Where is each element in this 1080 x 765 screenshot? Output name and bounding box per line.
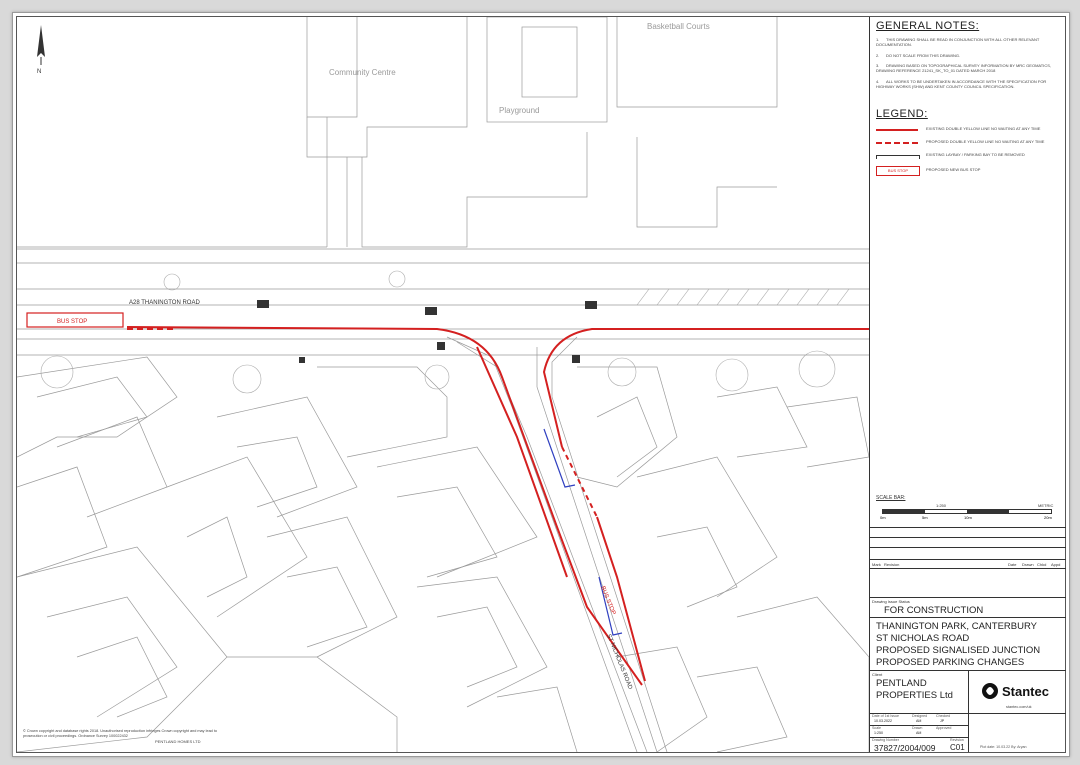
legend-item-bay: EXISTING LAYBAY / PARKING BAY TO BE REMOVED	[876, 151, 1062, 161]
hatched-area	[637, 289, 849, 305]
title-line-3: PROPOSED SIGNALISED JUNCTION	[876, 645, 1041, 656]
note-4: 4. ALL WORKS TO BE UNDERTAKEN IN ACCORDANCE WITH THE SPECIFICATION FOR HIGHWAY WORKS (SHW) AND KENT COUNTY COUNCIL SPECIFICATION.	[876, 79, 1047, 89]
note-1: 1. THIS DRAWING SHALL BE READ IN CONJUNCTION WITH ALL OTHER RELEVANT DOCUMENTATION.	[876, 37, 1040, 47]
bus-stop-label: BUS STOP	[57, 319, 88, 325]
status-label: Drawing Issue Status	[872, 599, 910, 604]
legend-item-pdyl: PROPOSED DOUBLE YELLOW LINE NO WAITING AT ANY TIME	[876, 138, 1062, 148]
bus-stop-side-label: BUS STOP	[599, 585, 617, 616]
approved-label: Approved	[936, 726, 952, 730]
drawing-number: 37827/2004/009	[874, 743, 936, 753]
title-line-1: THANINGTON PARK, CANTERBURY	[876, 621, 1037, 632]
scale-value: 1:250	[874, 731, 883, 735]
drawing-sheet	[12, 12, 1070, 757]
north-label: N	[37, 69, 42, 75]
label-st-nicholas: ST NICHOLAS ROAD	[605, 633, 633, 691]
title-line-2: ST NICHOLAS ROAD	[876, 633, 970, 644]
legend-item-bus: BUS STOP PROPOSED NEW BUS STOP	[876, 166, 1062, 176]
building-linework	[17, 17, 869, 752]
designed-value: AM	[916, 719, 922, 723]
label-community: Community Centre	[329, 68, 396, 77]
note-2: 2. DO NOT SCALE FROM THIS DRAWING.	[876, 53, 961, 58]
copyright-text: © Crown copyright and database rights 2018. Unauthorised reproduction infringes Crown copyright and may lead to prosecution or civil proceedings. Ordnance Survey 100022432	[23, 729, 218, 738]
status-text: FOR CONSTRUCTION	[884, 605, 984, 616]
scale-label: Scale	[872, 726, 881, 730]
double-yellow-lines	[127, 327, 869, 685]
legend-title: LEGEND:	[876, 108, 928, 120]
label-a28: A28 THANINGTON ROAD	[129, 300, 200, 306]
note-3: 3. DRAWING BASED ON TOPOGRAPHICAL SURVEY INFORMATION BY MRC GEOMATICS, DRAWING REFERENCE 21241_SK_TO_01 DATED MARCH 2018	[876, 63, 1051, 73]
drawn-value: AM	[916, 731, 922, 735]
revision-value: C01	[950, 743, 965, 752]
checked-label: Checked	[936, 714, 951, 718]
legend-item-dyl: EXISTING DOUBLE YELLOW LINE NO WAITING AT ANY TIME	[876, 125, 1062, 135]
revision-label: Revision	[950, 738, 964, 742]
label-basketball: Basketball Courts	[647, 22, 710, 31]
date-value: 10.03.2022	[874, 719, 892, 723]
north-arrow-icon	[37, 25, 45, 65]
drawn-label: Drawn	[912, 726, 923, 730]
title-panel	[869, 17, 1066, 752]
scale-bar: SCALE BAR: 1:250 METRIC 0m 5m 10m 20m	[876, 495, 1054, 520]
checked-value: JP	[940, 719, 945, 723]
label-playground: Playground	[499, 106, 540, 115]
client-label: Client	[872, 672, 883, 677]
footer-right: Plot date: 10.03.22 By: Aryan	[980, 745, 1027, 749]
street-furniture	[257, 300, 597, 363]
title-line-4: PROPOSED PARKING CHANGES	[876, 657, 1025, 668]
client-name: PENTLAND PROPERTIES Ltd	[876, 678, 953, 701]
footer-left: PENTLAND HOMES LTD	[155, 739, 201, 744]
stantec-logo: Stantec stantec.com/uk	[980, 675, 1060, 709]
revision-header-row: Mark Revision Date Drawn Chkd Appd	[870, 559, 1066, 560]
designed-label: Designed	[912, 714, 928, 718]
date-label: Date of 1st Issue	[872, 714, 899, 718]
site-plan	[17, 17, 869, 752]
drawing-number-label: Drawing Number	[872, 738, 899, 742]
general-notes-title: GENERAL NOTES:	[876, 20, 980, 32]
